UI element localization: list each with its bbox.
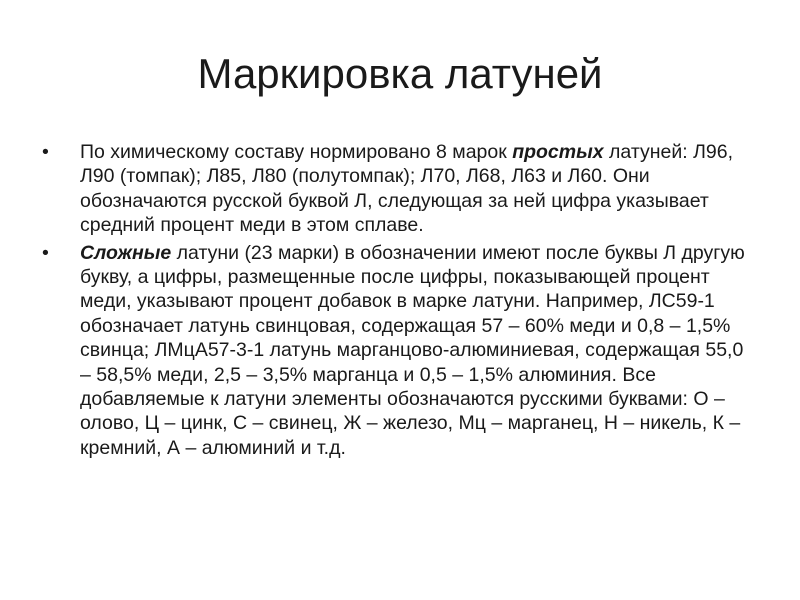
bullet-text-after: латуней: Л96, Л90 (томпак); Л85, Л80 (полутомпак); Л70, Л68, Л63 и Л60. Они обозначаются русской буквой Л, следующая за ней цифра указывает средний процент меди в этом сплаве. xyxy=(80,141,733,237)
bullet-emphasis: простых xyxy=(512,141,604,163)
bullet-dot-icon: • xyxy=(42,141,49,163)
bullet-text-after: латуни (23 марки) в обозначении имеют после буквы Л другую букву, а цифры, размещенные после цифры, показывающей процент меди, указывают процент добавок в марке латуни. Например, ЛС59-1 обозначает латунь свинцовая, содержащая 57 – 60% меди и 0,8 – 1,5% свинца; ЛМцА57-3-1 латунь марганцово-алюминиевая, содержащая 55,0 – 58,5% меди, 2,5 – 3,5% марганца и 0,5 – 1,5% алюминия. Все добавляемые к латуни элементы обозначаются русскими буквами: О – олово, Ц – цинк, С – свинец, Ж – железо, Мц – марганец, Н – никель, К – кремний, А – алюминий и т.д. xyxy=(80,241,745,459)
bullet-dot-icon: • xyxy=(42,241,49,264)
bullet-emphasis: Сложные xyxy=(80,241,172,264)
slide-title: Маркировка латуней xyxy=(197,50,603,97)
bullet-text-before: По химическому составу нормировано 8 марок xyxy=(80,141,513,163)
bullet-item-complex-brass xyxy=(40,241,752,461)
bullet-list xyxy=(40,140,752,463)
bullet-item-simple-brass xyxy=(40,140,752,238)
